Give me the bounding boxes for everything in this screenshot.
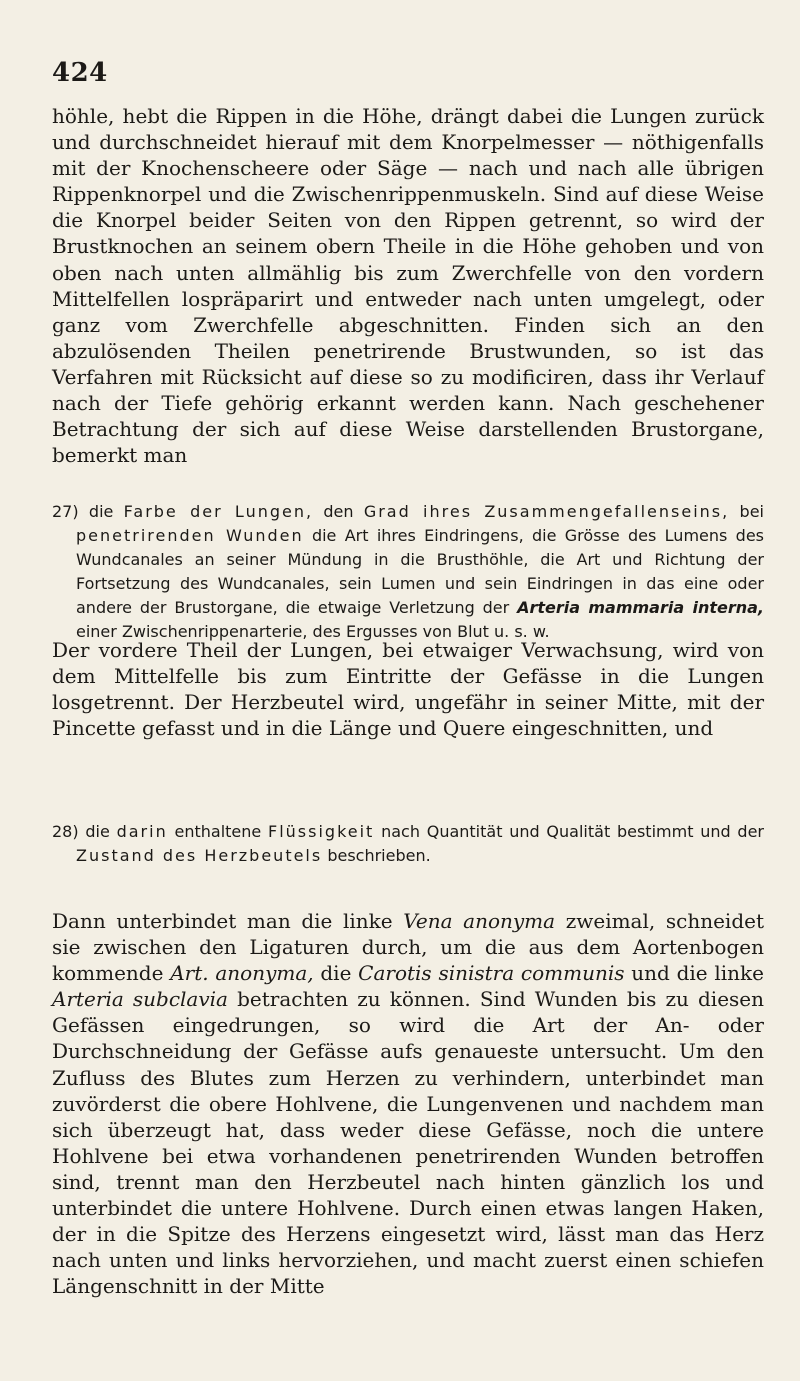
paragraph-chest-opening bbox=[52, 103, 764, 468]
paragraph-lungs bbox=[52, 637, 764, 741]
note-number: 28) bbox=[52, 822, 79, 841]
note-number: 27) bbox=[52, 502, 79, 521]
page-number: 424 bbox=[52, 58, 108, 88]
spaced-term: Zustand des Herzbeutels bbox=[76, 846, 323, 865]
note-27 bbox=[52, 500, 764, 644]
paragraph-text: Der vordere Theil der Lungen, bei etwaiger Verwachsung, wird von dem Mittelfelle bis zum Eintritte der Gefässe in die Lungen losgetrennt. Der Herzbeutel wird, ungefähr in seiner Mitte, mit der Pincette gefasst und in die Länge und Quere eingeschnitten, und bbox=[52, 638, 764, 741]
paragraph-text: Dann unterbindet man die linke Vena anonyma zweimal, schneidet sie zwischen den Ligaturen durch, um die aus dem Aortenbogen kommende Art. anonyma, die Carotis sinistra communis und die linke Arteria subclavia betrachten zu können. Sind Wunden bis zu diesen Gefässen eingedrungen, so wird die Art der An- oder Durchschneidung der Gefässe aufs genaueste untersucht. Um den Zufluss des Blutes zum Herzen zu verhindern, unterbindet man zuvörderst die obere Hohlvene, die Lungenvenen und nachdem man sich überzeugt hat, dass weder diese Gefässe, noch die untere Hohlvene bei etwa vorhandenen penetrirenden Wunden betroffen sind, trennt man den Herzbeutel nach hinten gänzlich los und unterbindet die untere Hohlvene. Durch einen etwas langen Haken, der in die Spitze des Herzens eingesetzt wird, lässt man das Herz nach unten und links hervorziehen, und macht zuerst einen schiefen Längenschnitt in der Mitte bbox=[52, 909, 765, 1299]
note-28 bbox=[52, 820, 764, 868]
latin-term: Arteria subclavia bbox=[52, 987, 228, 1012]
latin-term: Vena anonyma bbox=[403, 909, 556, 933]
spaced-term: Flüssigkeit bbox=[268, 822, 375, 841]
latin-term: Carotis sinistra communis bbox=[358, 961, 625, 986]
latin-term: Art. anonyma, bbox=[170, 961, 314, 986]
note-27-text: 27) die Farbe der Lungen, den Grad ihres Zusammengefallenseins, bei penetrirenden Wunden die Art ihres Eindringens, die Grösse des Lumens des Wundcanales an seiner Mündung in die Brusthöhle, die Art und Richtung der Fortsetzung des Wundcanales, sein Lumen und sein Eindringen in das eine oder andere der Brustorgane, die etwaige Verletzung der Arteria mammaria interna, einer Zwischenrippenarterie, des Ergusses von Blut u. s. w. bbox=[52, 502, 765, 641]
paragraph-heart bbox=[52, 908, 764, 1299]
spaced-term: Farbe der Lungen, bbox=[123, 502, 314, 521]
spaced-term: darin bbox=[116, 822, 168, 841]
spaced-term: Grad ihres Zusammengefallenseins, bbox=[363, 502, 730, 521]
paragraph-text: höhle, hebt die Rippen in die Höhe, drängt dabei die Lungen zurück und durchschneidet hierauf mit dem Knorpelmesser — nöthigenfalls mit der Knochenscheere oder Säge — nach und nach alle übrigen Rippenknorpel und die Zwischenrippenmuskeln. Sind auf diese Weise die Knorpel beider Seiten von den Rippen getrennt, so wird der Brustknochen an seinem obern Theile in die Höhe gehoben und von oben nach unten allmählig bis zum Zwerchfelle von den vordern Mittelfellen lospräparirt und entweder nach unten umgelegt, oder ganz vom Zwerchfelle abgeschnitten. Finden sich an den abzulösenden Theilen penetrirende Brustwunden, so ist das Verfahren mit Rücksicht auf diese so zu modificiren, dass ihr Verlauf nach der Tiefe gehörig erkannt werden kann. Nach geschehener Betrachtung der sich auf diese Weise darstellenden Brustorgane, bemerkt man bbox=[52, 104, 764, 468]
spaced-term: penetrirenden Wunden bbox=[76, 526, 304, 545]
note-28-text: 28) die darin enthaltene Flüssigkeit nach Quantität und Qualität bestimmt und der Zustand des Herzbeutels beschrieben. bbox=[52, 822, 764, 865]
latin-term: Arteria mammaria interna, bbox=[517, 598, 765, 617]
